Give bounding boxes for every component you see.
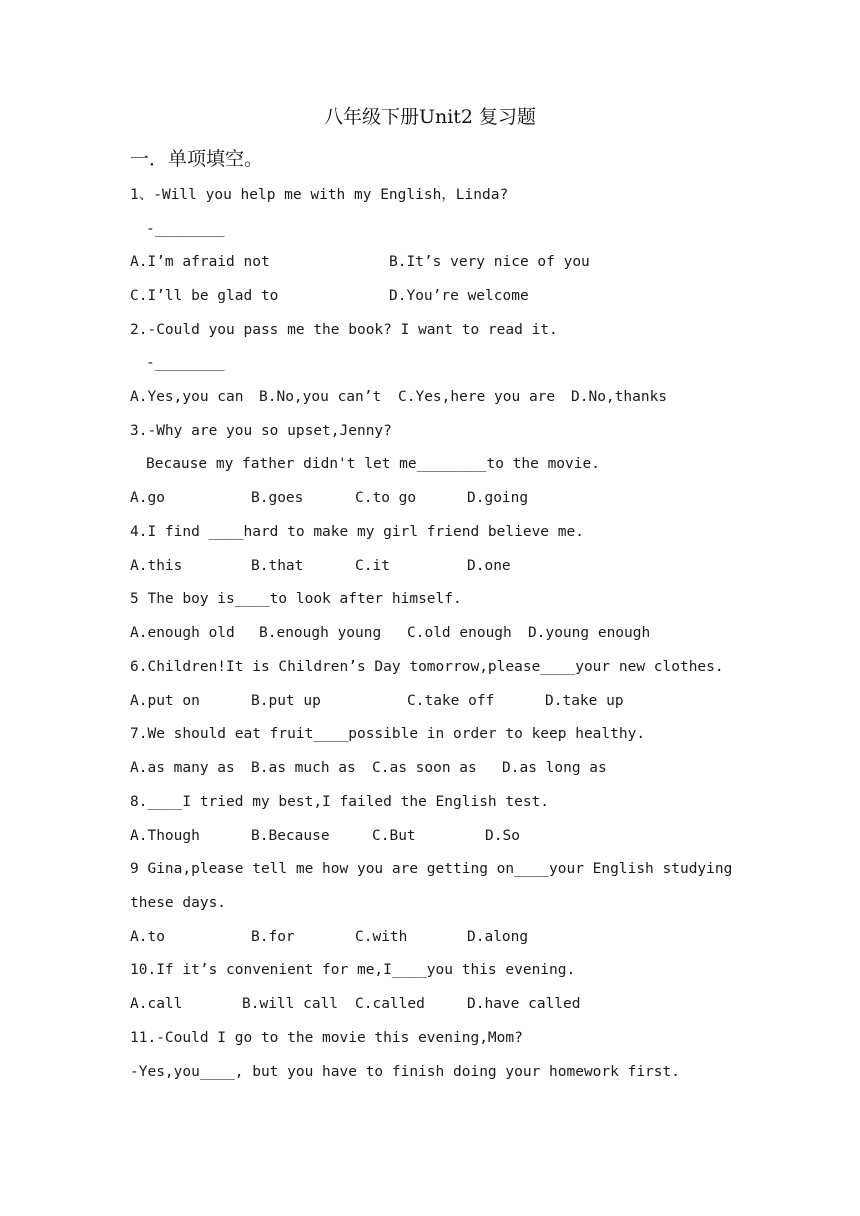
question-4-option-c: C.it <box>355 558 390 574</box>
question-9-option-c: C.with <box>355 929 408 945</box>
question-2-option-b: B.No,you can’t <box>259 389 382 405</box>
question-5-option-d: D.young enough <box>528 625 651 641</box>
question-1-stem: 1、-Will you help me with my English，Linda? <box>130 187 509 203</box>
question-9-option-d: D.along <box>467 929 529 945</box>
question-2-stem: 2.-Could you pass me the book? I want to read it. <box>130 322 558 338</box>
question-6-option-b: B.put up <box>251 693 321 709</box>
question-10-option-c: C.called <box>355 996 425 1012</box>
question-10-option-d: D.have called <box>467 996 581 1012</box>
question-7-option-b: B.as much as <box>251 760 356 776</box>
question-8-stem: 8.____I tried my best,I failed the English test. <box>130 794 550 810</box>
question-1-option-c: C.I’ll be glad to <box>130 288 279 304</box>
question-10-stem: 10.If it’s convenient for me,I____you this evening. <box>130 962 576 978</box>
question-5-stem: 5 The boy is____to look after himself. <box>130 591 462 607</box>
question-5-option-c: C.old enough <box>407 625 512 641</box>
question-7-option-d: D.as long as <box>502 760 607 776</box>
question-6-option-a: A.put on <box>130 693 200 709</box>
question-8-option-c: C.But <box>372 828 416 844</box>
question-5-option-a: A.enough old <box>130 625 235 641</box>
question-3-option-a: A.go <box>130 490 165 506</box>
question-8-option-a: A.Though <box>130 828 200 844</box>
question-9-stem: 9 Gina,please tell me how you are getting on____your English studying <box>130 861 733 877</box>
question-3-answer-line: Because my father didn't let me________to the movie. <box>146 456 600 472</box>
question-2-option-c: C.Yes,here you are <box>398 389 556 405</box>
question-1-option-a: A.I’m afraid not <box>130 254 270 270</box>
section-heading: 一．单项填空。 <box>130 148 264 170</box>
question-7-stem: 7.We should eat fruit____possible in order to keep healthy. <box>130 726 646 742</box>
question-7-option-a: A.as many as <box>130 760 235 776</box>
question-4-option-b: B.that <box>251 558 304 574</box>
question-1-option-b: B.It’s very nice of you <box>389 254 590 270</box>
question-2-option-d: D.No,thanks <box>571 389 668 405</box>
question-4-option-a: A.this <box>130 558 183 574</box>
question-8-option-b: B.Because <box>251 828 330 844</box>
question-2-answer-line: -________ <box>146 355 225 371</box>
question-4-stem: 4.I find ____hard to make my girl friend believe me. <box>130 524 584 540</box>
question-10-option-a: A.call <box>130 996 183 1012</box>
question-3-option-c: C.to go <box>355 490 417 506</box>
question-9-option-a: A.to <box>130 929 165 945</box>
page-title: 八年级下册Unit2 复习题 <box>323 106 537 128</box>
question-3-stem: 3.-Why are you so upset,Jenny? <box>130 423 392 439</box>
question-3-option-d: D.going <box>467 490 529 506</box>
question-10-option-b: B.will call <box>242 996 339 1012</box>
question-6-option-d: D.take up <box>545 693 624 709</box>
question-6-stem: 6.Children!It is Children’s Day tomorrow,please____your new clothes. <box>130 659 724 675</box>
question-9-option-b: B.for <box>251 929 295 945</box>
question-3-option-b: B.goes <box>251 490 304 506</box>
question-9-stem-continued: these days. <box>130 895 227 911</box>
question-5-option-b: B.enough young <box>259 625 382 641</box>
question-11-answer-line: -Yes,you____, but you have to finish doing your homework first. <box>130 1064 680 1080</box>
question-7-option-c: C.as soon as <box>372 760 477 776</box>
question-1-answer-line: -________ <box>146 221 225 237</box>
question-2-option-a: A.Yes,you can <box>130 389 244 405</box>
question-6-option-c: C.take off <box>407 693 495 709</box>
question-4-option-d: D.one <box>467 558 511 574</box>
question-8-option-d: D.So <box>485 828 520 844</box>
question-1-option-d: D.You’re welcome <box>389 288 529 304</box>
question-11-stem: 11.-Could I go to the movie this evening,Mom? <box>130 1030 523 1046</box>
